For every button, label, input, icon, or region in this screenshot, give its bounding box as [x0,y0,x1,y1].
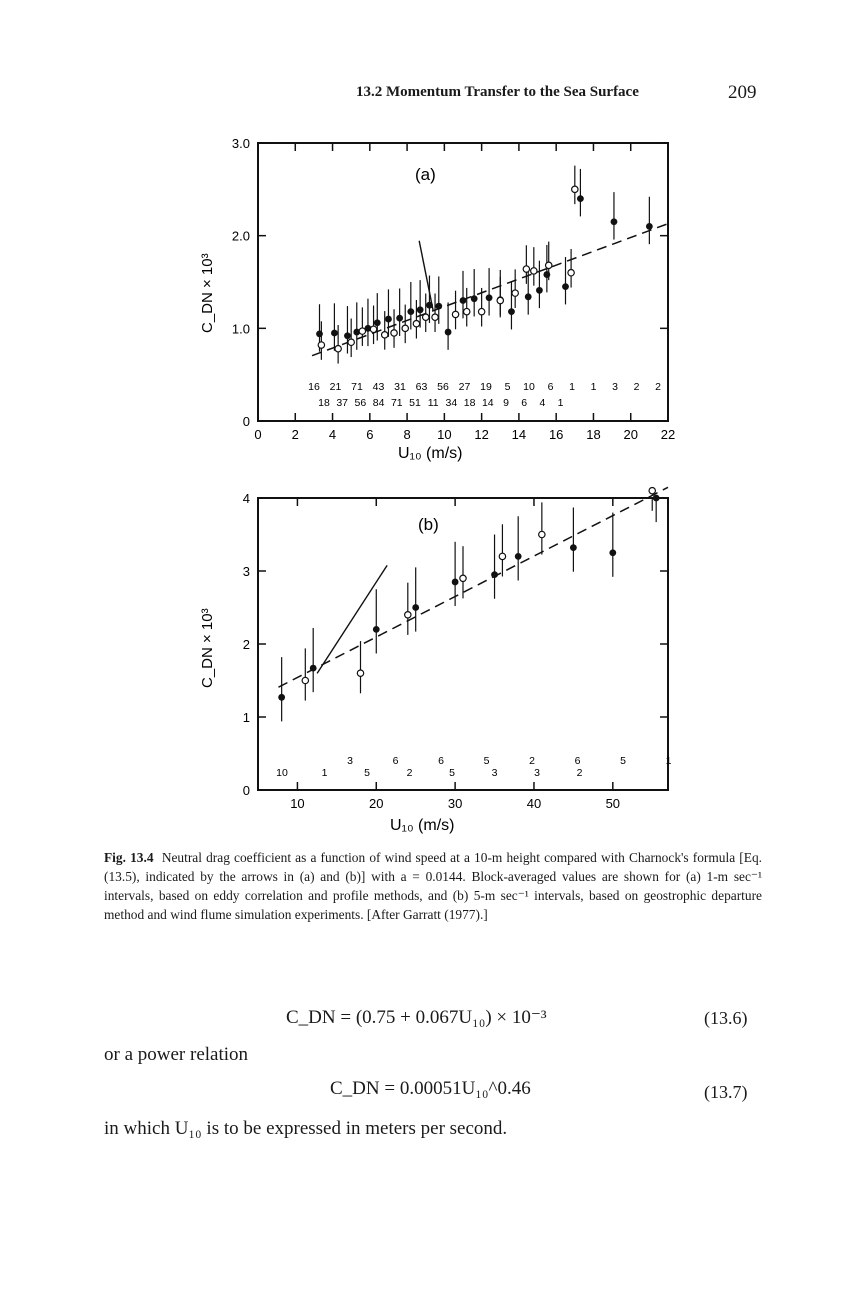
count-label: 10 [276,767,288,779]
count-label: 6 [547,381,554,393]
data-point-open [370,326,376,332]
data-point-filled [373,626,380,633]
count-label: 6 [521,397,528,409]
data-point-filled [396,315,403,322]
data-point-filled [278,694,285,701]
count-label: 84 [372,397,385,409]
data-point-open [318,342,324,348]
data-point-open [302,677,308,683]
data-point-open [499,553,505,559]
count-label: 5 [620,755,626,767]
data-point-filled [653,495,660,502]
count-label: 56 [437,381,449,393]
data-point-filled [609,549,616,556]
data-point-open [497,297,503,303]
data-point-open [478,308,484,314]
data-point-filled [417,306,424,313]
xtick-label: 30 [447,796,463,811]
data-point-open [402,325,408,331]
xtick-label: 22 [660,427,676,442]
count-label: 5 [449,767,455,779]
panel-b-xlabel: U₁₀ (m/s) [390,817,455,834]
count-label: 71 [351,381,363,393]
data-point-open [405,612,411,618]
count-label: 3 [491,767,498,779]
data-point-filled [460,297,467,304]
data-point-filled [412,604,419,611]
data-point-open [423,314,429,320]
data-point-filled [385,316,392,323]
ytick-label: 0 [242,783,250,798]
count-label: 1 [557,397,564,409]
data-point-filled [331,330,338,337]
xtick-label: 0 [254,427,262,442]
count-label: 2 [529,755,535,767]
equation-13-6-number: (13.6) [704,1008,748,1028]
count-label: 2 [655,381,661,393]
data-point-open [464,308,470,314]
count-label: 5 [364,767,370,779]
panel-a-ylabel: C_DN × 10³ [199,253,216,333]
count-label: 18 [463,397,476,409]
panel-b-ylabel: C_DN × 10³ [199,608,216,688]
count-label: 9 [503,397,509,409]
page-number: 209 [728,82,757,103]
count-label: 3 [612,381,618,393]
section-title: 13.2 Momentum Transfer to the Sea Surface [356,84,639,100]
data-point-filled [570,544,577,551]
data-point-open [531,268,537,274]
caption-label: Fig. 13.4 [104,850,154,865]
count-label: 5 [504,381,511,393]
data-point-filled [407,308,414,315]
data-point-filled [577,195,584,202]
ytick-label: 3.0 [231,136,250,151]
ytick-label: 3 [242,564,250,579]
data-point-open [539,531,545,537]
count-label: 3 [347,755,353,767]
xtick-label: 4 [328,427,337,442]
count-label: 34 [445,397,458,409]
count-label: 1 [569,381,575,393]
data-point-open [348,339,354,345]
count-label: 2 [576,767,583,779]
panel-a-xlabel: U₁₀ (m/s) [398,445,463,462]
count-label: 5 [483,755,490,767]
data-point-filled [536,287,543,294]
ytick-label: 0 [242,414,250,429]
data-point-open [568,270,574,276]
count-label: 27 [458,381,471,393]
data-point-filled [562,283,569,290]
count-label: 16 [308,381,320,393]
data-point-filled [435,303,442,310]
count-label: 31 [394,381,406,393]
data-point-filled [344,332,351,339]
xtick-label: 18 [586,427,601,442]
data-point-open [572,186,578,192]
count-label: 2 [633,381,640,393]
ytick-label: 4 [242,491,250,506]
count-label: 18 [318,397,330,409]
panel-a-label: (a) [415,165,436,184]
count-label: 1 [665,755,672,767]
data-point-open [649,488,655,494]
ytick-label: 2.0 [231,228,250,244]
xtick-label: 16 [548,427,564,442]
figure-caption [104,848,762,924]
count-label: 14 [481,397,494,409]
count-label: 21 [329,381,342,393]
xtick-label: 14 [511,427,527,442]
xtick-label: 12 [474,427,489,442]
data-point-open [382,332,388,338]
data-point-open [359,328,365,334]
data-point-filled [515,553,522,560]
xtick-label: 20 [369,796,384,811]
data-point-open [357,670,363,676]
charnock-line [312,224,668,356]
data-point-open [460,575,466,581]
count-label: 6 [574,755,581,767]
data-point-filled [471,295,478,302]
count-label: 1 [590,381,597,393]
equation-13-7-number: (13.7) [704,1082,748,1102]
data-point-filled [611,218,618,225]
ytick-label: 1.0 [231,321,250,337]
data-point-filled [486,294,493,301]
data-point-filled [491,571,498,578]
count-label: 1 [321,767,328,779]
body-text-1: or a power relation [104,1044,249,1065]
count-label: 3 [534,767,540,779]
count-label: 63 [415,381,428,393]
panel-b-label: (b) [418,515,439,534]
body-text-2: in which U₁₀ is to be expressed in meters per second. [104,1118,508,1139]
count-label: 4 [539,397,546,409]
xtick-label: 8 [403,427,411,442]
data-point-filled [508,308,515,315]
count-label: 10 [523,381,535,393]
count-label: 11 [427,397,439,409]
data-point-open [452,311,458,317]
data-point-open [413,321,419,327]
data-point-filled [445,329,452,336]
charnock-line [279,487,669,687]
xtick-label: 2 [291,427,299,442]
caption-text: Neutral drag coefficient as a function of wind speed at a 10-m height compared with Charnock's formula [Eq. (13.5), indicated by the arrows in (a) and (b)] with a = 0.0144. Block-averaged values are shown for (a) 1-m sec⁻¹ intervals, based on eddy correlation and profile methods, and (b) 5-m sec⁻¹ intervals, based on geostrophic departure method and wind flume simulation experiments. [After Garratt (1977).] [104,850,762,922]
data-point-open [432,314,438,320]
count-label: 37 [336,397,349,409]
data-point-open [546,262,552,268]
data-point-open [512,290,518,296]
xtick-label: 50 [605,796,621,811]
count-label: 6 [392,755,399,767]
xtick-label: 40 [526,796,542,811]
count-label: 2 [406,767,413,779]
data-point-filled [452,579,459,586]
count-label: 43 [372,381,385,393]
ytick-label: 2 [242,637,250,652]
equation-13-7: C_DN = 0.00051U₁₀^0.46 [330,1078,531,1099]
count-label: 71 [390,397,403,409]
data-point-open [523,266,529,272]
data-point-open [391,330,397,336]
ytick-label: 1 [242,710,250,725]
xtick-label: 10 [290,796,305,811]
count-label: 51 [409,397,421,409]
equation-13-6: C_DN = (0.75 + 0.067U₁₀) × 10⁻³ [286,1007,547,1028]
xtick-label: 6 [366,427,374,442]
data-point-filled [426,302,433,309]
data-point-open [335,346,341,352]
data-point-filled [310,665,317,672]
data-point-filled [646,223,653,230]
count-label: 6 [438,755,444,767]
count-label: 19 [480,381,492,393]
xtick-label: 20 [623,427,638,442]
count-label: 56 [354,397,367,409]
data-point-filled [374,319,381,326]
panel-b-frame [258,498,668,790]
data-point-filled [525,293,532,300]
xtick-label: 10 [437,427,452,442]
